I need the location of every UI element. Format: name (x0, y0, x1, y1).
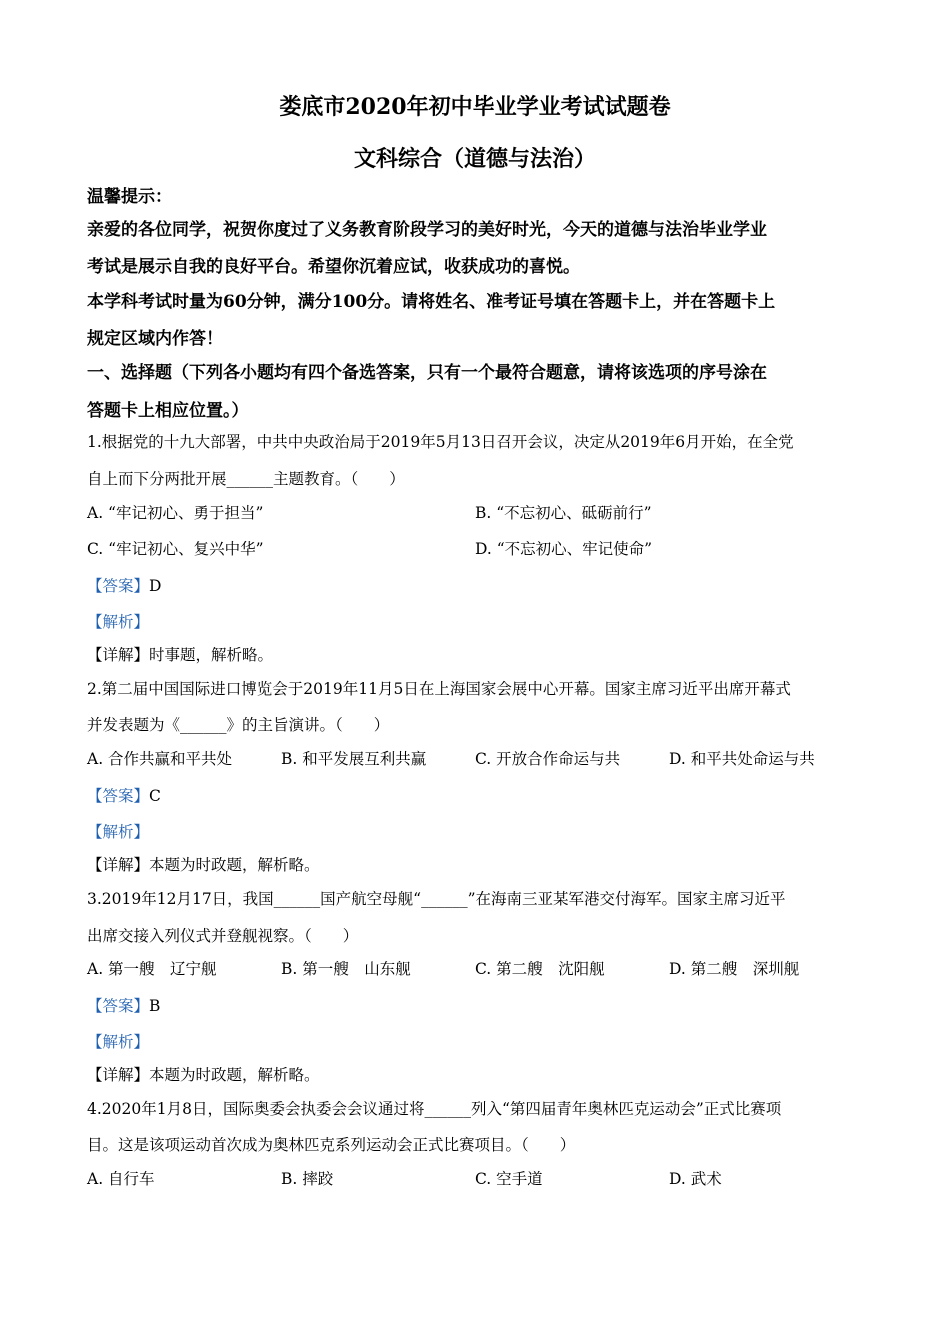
question-2-detail (87, 853, 320, 875)
question-1-text: 自上而下分两批开展______主题教育。（ ） (87, 470, 405, 488)
detail-text: 时事题，解析略。 (149, 646, 274, 664)
section-heading: 答题卡上相应位置。） (87, 401, 249, 421)
exam-subtitle: 文科综合（道德与法治） (353, 146, 596, 172)
question-3-text: 出席交接入列仪式并登舰视察。（ ） (87, 927, 359, 945)
detail-label: 【详解】 (87, 646, 150, 664)
question-1-option-c: C. “牢记初心、复兴中华” (87, 540, 264, 558)
exam-title: 娄底市2020年初中毕业学业考试试题卷 (279, 94, 671, 120)
question-4-option-c: C. 空手道 (475, 1170, 543, 1188)
question-1-text: 1.根据党的十九大部署，中共中央政治局于2019年5月13日召开会议，决定从2019年6月开始，在全党 (87, 433, 794, 451)
question-3-answer (87, 994, 160, 1016)
question-1-option-d: D. “不忘初心、牢记使命” (475, 540, 653, 558)
detail-label: 【详解】 (87, 1066, 150, 1084)
answer-label: 【答案】 (87, 787, 150, 805)
intro-line: 规定区域内作答！ (87, 329, 223, 349)
question-4-text: 目。这是该项运动首次成为奥林匹克系列运动会正式比赛项目。（ ） (87, 1136, 576, 1154)
intro-line: 本学科考试时量为60分钟，满分100分。请将姓名、准考证号填在答题卡上，并在答题卡上 (87, 292, 776, 312)
question-2-text: 2.第二届中国国际进口博览会于2019年11月5日在上海国家会展中心开幕。国家主席习近平出席开幕式 (87, 680, 791, 698)
question-3-detail (87, 1063, 320, 1085)
intro-line: 考试是展示自我的良好平台。希望你沉着应试，收获成功的喜悦。 (87, 257, 580, 277)
question-1-answer (87, 574, 161, 596)
section-heading: 一、选择题（下列各小题均有四个备选答案，只有一个最符合题意，请将该选项的序号涂在 (87, 363, 767, 383)
question-4-option-a: A. 自行车 (87, 1170, 155, 1188)
question-3-option-c: C. 第二艘 沈阳舰 (475, 960, 605, 978)
answer-label: 【答案】 (87, 997, 150, 1015)
question-2-answer (87, 784, 161, 806)
question-4-text: 4.2020年1月8日，国际奥委会执委会会议通过将______列入“第四届青年奥林匹克运动会”正式比赛项 (87, 1100, 782, 1118)
detail-text: 本题为时政题，解析略。 (149, 1066, 320, 1084)
question-2-option-d: D. 和平共处命运与共 (669, 750, 815, 768)
answer-value: C (149, 787, 161, 805)
tip-label: 温馨提示： (87, 187, 172, 207)
question-1-option-a: A. “牢记初心、勇于担当” (87, 504, 264, 522)
answer-value: D (149, 577, 162, 595)
question-2-option-c: C. 开放合作命运与共 (475, 750, 621, 768)
question-3-text: 3.2019年12月17日，我国______国产航空母舰“______”在海南三亚某军港交付海军。国家主席习近平 (87, 890, 786, 908)
question-4-option-d: D. 武术 (669, 1170, 722, 1188)
question-1-option-b: B. “不忘初心、砥砺前行” (475, 504, 652, 522)
detail-label: 【详解】 (87, 856, 150, 874)
question-3-option-b: B. 第一艘 山东舰 (281, 960, 411, 978)
question-2-text: 并发表题为《______》的主旨演讲。（ ） (87, 716, 390, 734)
question-3-option-a: A. 第一艘 辽宁舰 (87, 960, 217, 978)
question-2-option-a: A. 合作共赢和平共处 (87, 750, 233, 768)
detail-text: 本题为时政题，解析略。 (149, 856, 320, 874)
question-2-option-b: B. 和平发展互利共赢 (281, 750, 427, 768)
question-1-analysis-label: 【解析】 (87, 613, 150, 631)
answer-label: 【答案】 (87, 577, 150, 595)
question-1-detail (87, 643, 273, 665)
question-3-analysis-label: 【解析】 (87, 1033, 150, 1051)
question-4-option-b: B. 摔跤 (281, 1170, 334, 1188)
intro-line: 亲爱的各位同学，祝贺你度过了义务教育阶段学习的美好时光，今天的道德与法治毕业学业 (87, 220, 767, 240)
answer-value: B (149, 997, 161, 1015)
question-2-analysis-label: 【解析】 (87, 823, 150, 841)
question-3-option-d: D. 第二艘 深圳舰 (669, 960, 800, 978)
